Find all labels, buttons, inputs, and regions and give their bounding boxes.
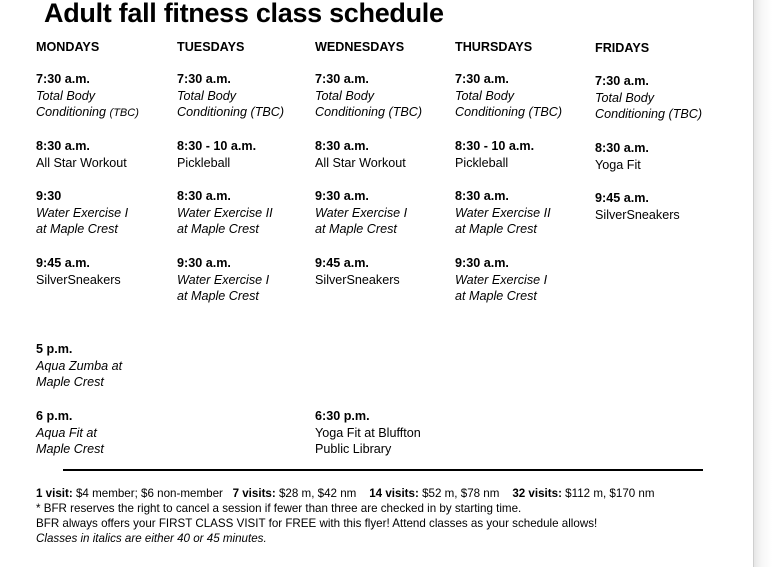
class-time: 8:30 a.m. — [595, 141, 649, 155]
day-column-thursday — [455, 39, 563, 303]
class-name-line: Maple Crest — [36, 442, 104, 456]
class-name: All Star Workout — [36, 155, 127, 170]
class-entry — [595, 190, 680, 223]
class-time: 7:30 a.m. — [455, 72, 509, 86]
class-name-line: at Maple Crest — [315, 222, 397, 236]
class-name: SilverSneakers — [595, 207, 680, 222]
price-label: 7 visits: — [232, 487, 276, 500]
class-name: Water Exercise II — [177, 205, 273, 220]
class-name: Total Body — [177, 88, 237, 103]
class-name-line: at Maple Crest — [455, 289, 537, 303]
day-header: THURSDAYS — [455, 40, 533, 54]
class-entry — [36, 255, 121, 288]
class-name: All Star Workout — [315, 155, 406, 170]
day-header: TUESDAYS — [177, 40, 245, 54]
class-time: 7:30 a.m. — [595, 74, 649, 88]
class-name: Total Body — [455, 88, 515, 103]
price-text: $4 member; $6 non-member — [75, 487, 223, 500]
class-name-line: Conditioning (TBC) — [455, 105, 563, 119]
class-name-line: at Maple Crest — [177, 222, 259, 236]
class-name: Yoga Fit at Bluffton — [315, 425, 421, 440]
class-time: 5 p.m. — [36, 342, 73, 356]
class-entry — [595, 73, 702, 123]
price-text: $112 m, $170 nm — [565, 487, 655, 500]
class-time: 7:30 a.m. — [315, 72, 369, 86]
free-visit-note: BFR always offers your FIRST CLASS VISIT for FREE with this flyer! Attend classes as your schedule allows! — [36, 517, 598, 530]
class-entry — [455, 188, 551, 238]
class-entry — [315, 255, 400, 288]
price-text: $52 m, $78 nm — [422, 487, 500, 500]
class-time: 8:30 a.m. — [177, 189, 231, 203]
class-name: Water Exercise II — [455, 205, 551, 220]
class-entry — [315, 71, 422, 121]
page-edge — [753, 0, 772, 567]
class-name-line: Conditioning (TBC) — [177, 105, 285, 119]
class-name: Water Exercise I — [36, 205, 129, 220]
class-time: 9:30 a.m. — [455, 256, 509, 270]
class-name-line: Conditioning (TBC) — [36, 105, 139, 119]
class-time: 8:30 - 10 a.m. — [177, 139, 257, 153]
class-time: 9:45 a.m. — [315, 256, 369, 270]
class-name: Total Body — [595, 90, 655, 105]
class-entry — [177, 71, 284, 121]
class-time: 6:30 p.m. — [315, 409, 370, 423]
class-time: 8:30 a.m. — [315, 139, 369, 153]
class-time: 9:30 — [36, 189, 62, 203]
class-entry — [177, 255, 269, 305]
day-column-friday — [595, 40, 703, 222]
class-entry — [36, 408, 104, 458]
class-name-line: at Maple Crest — [455, 222, 537, 236]
class-name: Pickleball — [177, 155, 231, 170]
class-entry — [455, 255, 547, 305]
class-entry — [315, 188, 407, 238]
class-name-line: at Maple Crest — [36, 222, 118, 236]
italics-note: Classes in italics are either 40 or 45 minutes. — [36, 532, 267, 545]
class-entry — [177, 138, 256, 171]
day-column-monday — [36, 39, 139, 456]
class-name: Total Body — [315, 88, 375, 103]
price-label: 32 visits: — [512, 487, 562, 500]
day-header: MONDAYS — [36, 40, 100, 54]
class-entry — [177, 188, 273, 238]
class-time: 9:30 a.m. — [315, 189, 369, 203]
class-name-line: at Maple Crest — [177, 289, 259, 303]
class-name-line: Conditioning (TBC) — [315, 105, 423, 119]
class-name: Water Exercise I — [455, 272, 548, 287]
class-entry — [595, 140, 649, 173]
class-entry — [36, 341, 122, 391]
price-label: 1 visit: — [36, 487, 73, 500]
class-time: 9:30 a.m. — [177, 256, 231, 270]
class-time: 8:30 a.m. — [455, 189, 509, 203]
price-label: 14 visits: — [369, 487, 419, 500]
class-time: 8:30 a.m. — [36, 139, 90, 153]
class-time: 8:30 - 10 a.m. — [455, 139, 535, 153]
class-time: 9:45 a.m. — [595, 191, 649, 205]
day-header: WEDNESDAYS — [315, 40, 405, 54]
pricing-line — [36, 486, 655, 501]
class-time: 7:30 a.m. — [177, 72, 231, 86]
class-name: Aqua Fit at — [36, 425, 97, 440]
class-name: SilverSneakers — [36, 272, 121, 287]
class-entry — [315, 138, 406, 171]
page-title: Adult fall fitness class schedule — [44, 0, 444, 28]
class-name: Water Exercise I — [177, 272, 270, 287]
class-entry — [315, 408, 421, 458]
class-entry — [36, 71, 139, 122]
day-column-tuesday — [177, 39, 285, 303]
class-name: Aqua Zumba at — [36, 358, 123, 373]
class-name: Total Body — [36, 88, 96, 103]
divider-line — [63, 469, 703, 471]
price-text: $28 m, $42 nm — [278, 487, 357, 500]
cancel-note: * BFR reserves the right to cancel a session if fewer than three are checked in by starting time. — [36, 502, 522, 515]
class-time: 7:30 a.m. — [36, 72, 90, 86]
class-name-line: Public Library — [315, 442, 392, 456]
footer-notes — [36, 486, 655, 546]
class-name-line: Conditioning (TBC) — [595, 107, 703, 121]
class-name: SilverSneakers — [315, 272, 400, 287]
class-entry — [36, 188, 128, 238]
day-header: FRIDAYS — [595, 41, 650, 55]
class-entry — [36, 138, 127, 171]
class-entry — [455, 71, 562, 121]
class-entry — [455, 138, 534, 171]
class-name: Water Exercise I — [315, 205, 408, 220]
class-name: Yoga Fit — [595, 157, 641, 172]
class-time: 6 p.m. — [36, 409, 73, 423]
class-name: Pickleball — [455, 155, 509, 170]
class-time: 9:45 a.m. — [36, 256, 90, 270]
day-column-wednesday — [315, 39, 423, 456]
class-name-line: Maple Crest — [36, 375, 104, 389]
class-suffix: (TBC) — [109, 107, 139, 119]
